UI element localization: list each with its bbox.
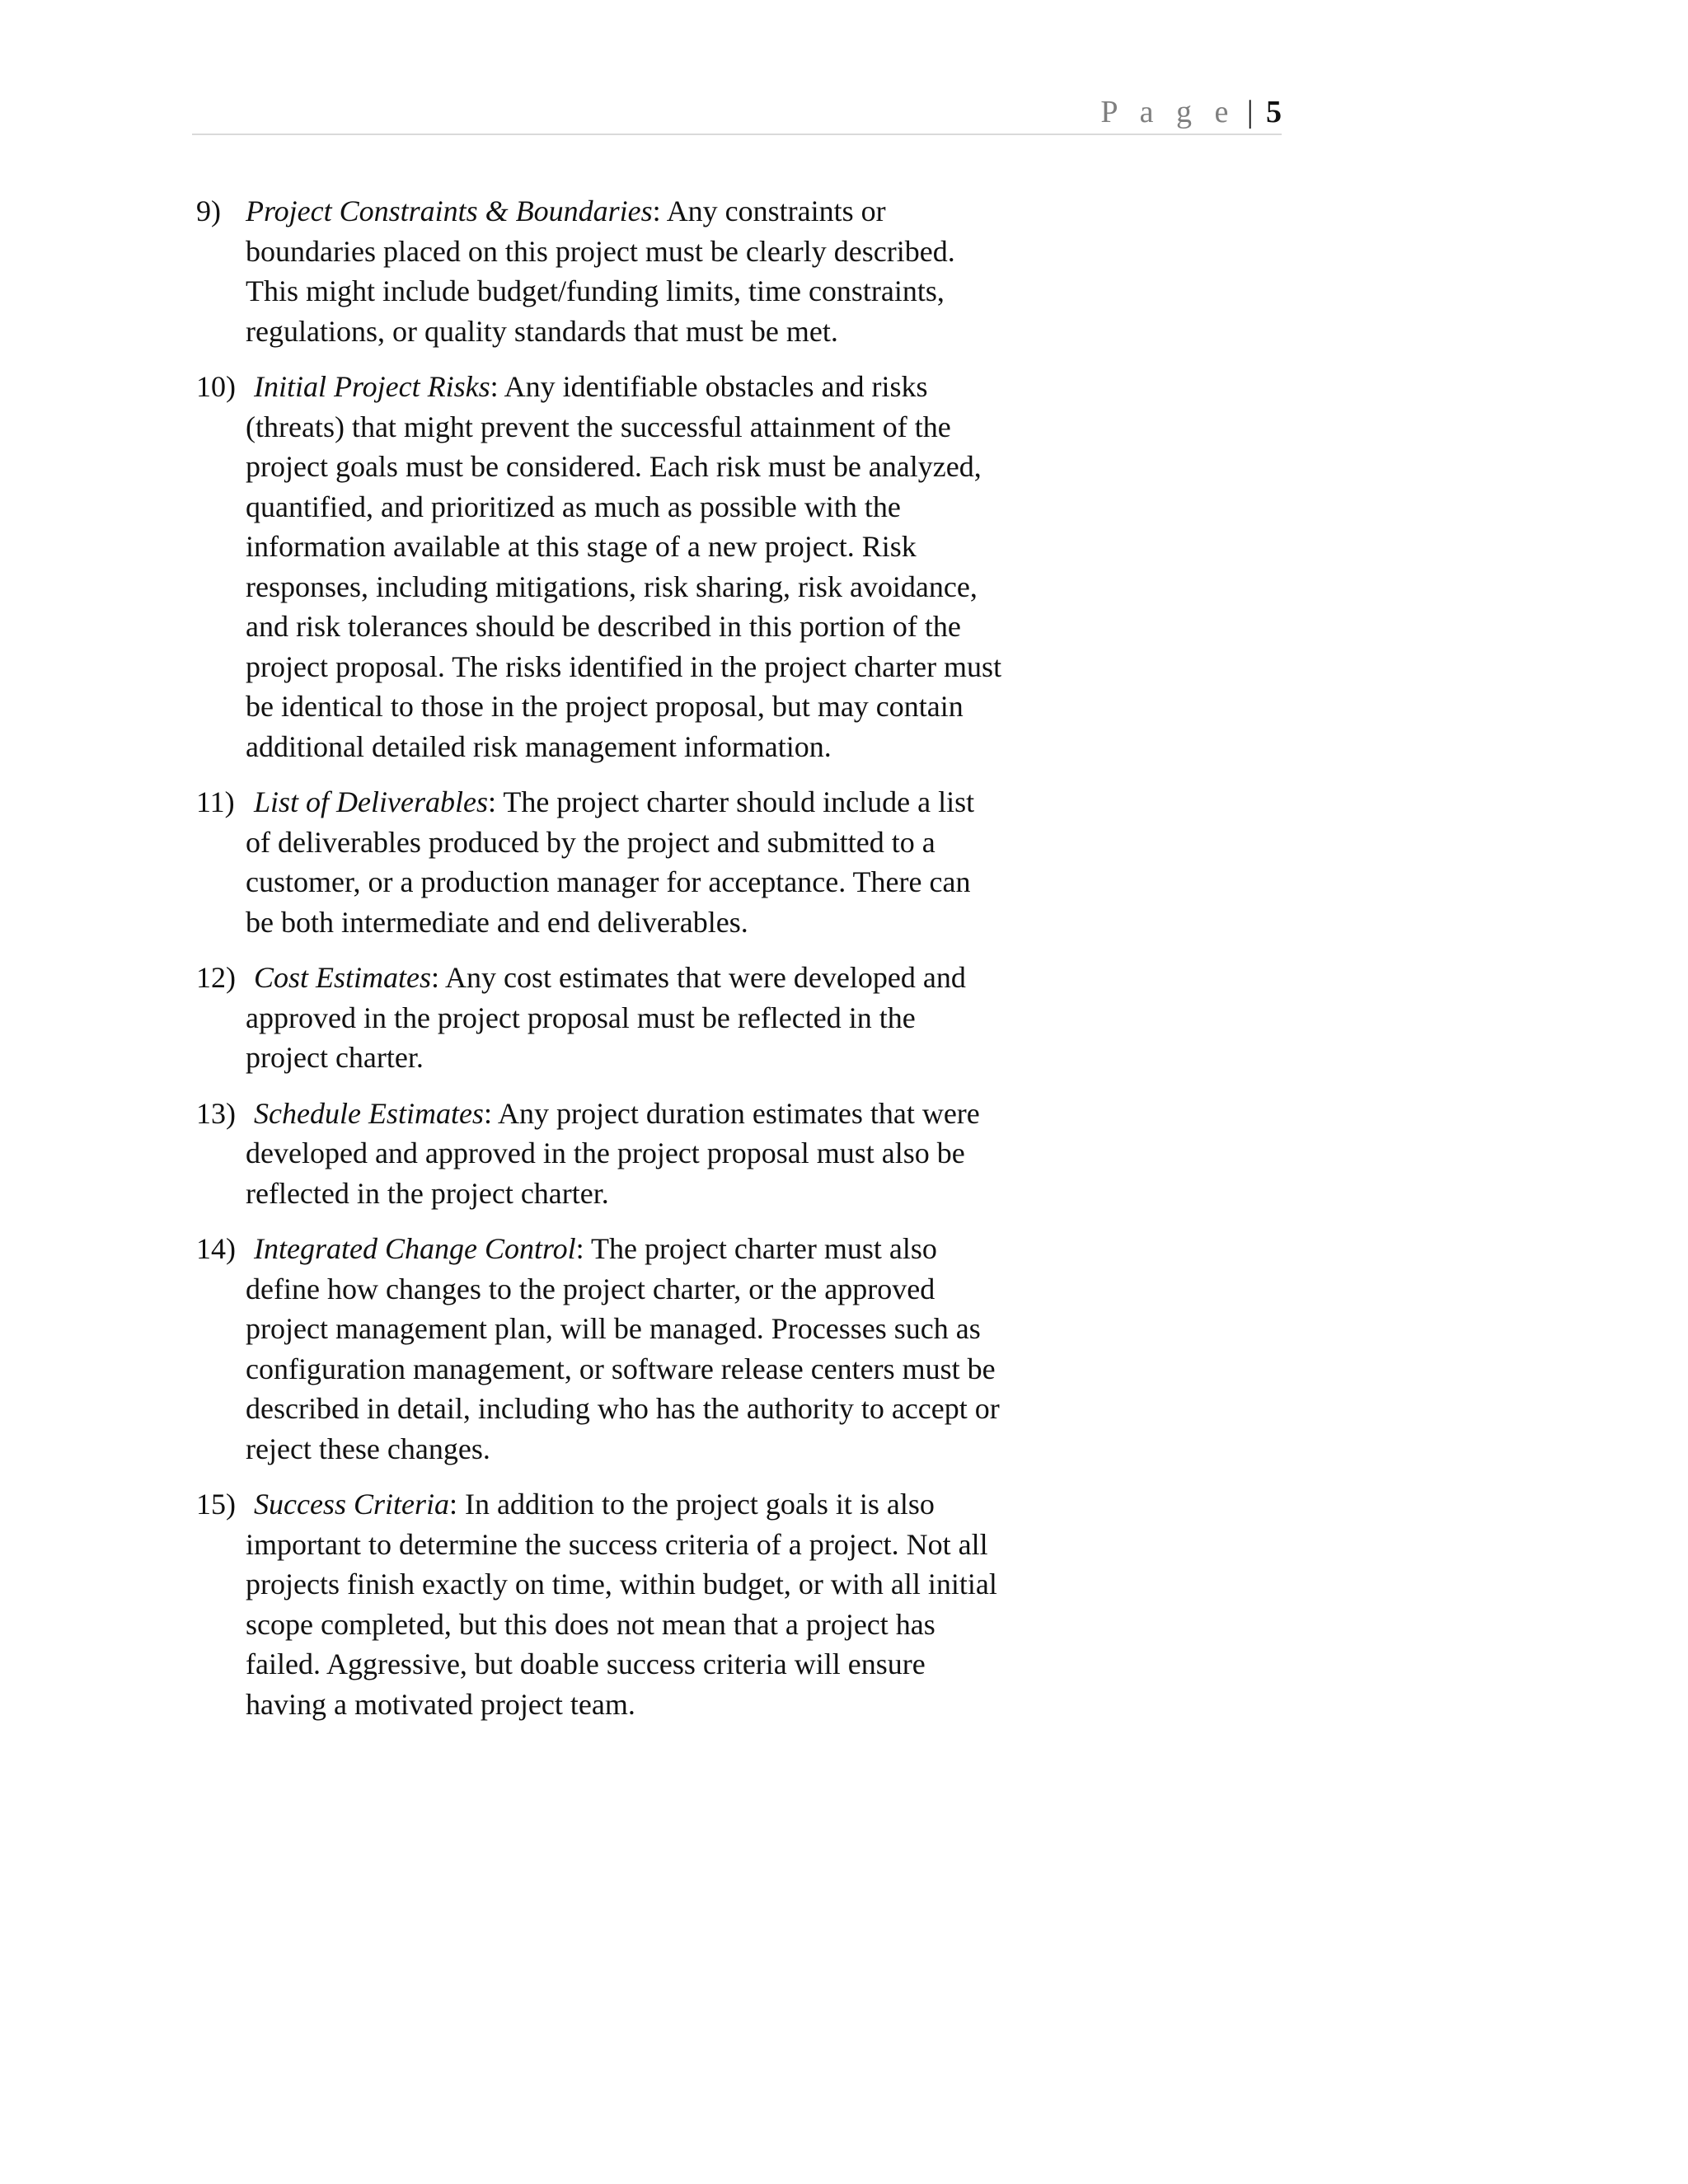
item-number: 9) — [196, 194, 221, 227]
list-item — [196, 1484, 1004, 1724]
item-number: 12) — [196, 961, 236, 994]
item-text: : Any identifiable obstacles and risks (threats) that might prevent the successful attainment of the project goals must be considered. Each risk must be analyzed, quantified, and prioritized as much as possible with the information available at this stage of a new project. Risk responses, including mitigations, risk sharing, risk avoidance, and risk tolerances should be described in this portion of the project proposal. The risks identified in the project charter must be identical to those in the project proposal, but may contain additional detailed risk management information. — [246, 370, 1002, 763]
list-item — [196, 782, 1004, 942]
item-text: : The project charter should include a list of deliverables produced by the project and submitted to a customer, or a production manager for acceptance. There can be both intermediate and end deliverables. — [246, 785, 975, 939]
item-body — [246, 367, 1004, 766]
item-body — [246, 1094, 1004, 1214]
item-title: Success Criteria — [254, 1488, 449, 1521]
page-separator: | — [1246, 95, 1254, 129]
list-item — [196, 1229, 1004, 1469]
page-number: 5 — [1266, 95, 1282, 129]
item-title: List of Deliverables — [254, 785, 488, 818]
item-number: 10) — [196, 370, 236, 403]
page-word: P a g e — [1100, 95, 1236, 129]
item-body — [246, 782, 1004, 942]
page-header — [192, 92, 1282, 135]
item-number: 14) — [196, 1232, 236, 1265]
item-body — [246, 191, 1004, 351]
item-body — [246, 1484, 1004, 1724]
list-item — [196, 191, 1004, 351]
item-text: : The project charter must also define how changes to the project charter, or the approved project management plan, will be managed. Processes such as configuration management, or software release centers must be described in detail, including who has the authority to accept or reject these changes. — [246, 1232, 1000, 1465]
item-title: Cost Estimates — [254, 961, 432, 994]
item-text: : In addition to the project goals it is also important to determine the success criteria of a project. Not all projects finish exactly on time, within budget, or with all initial scope completed, but this does not mean that a project has failed. Aggressive, but doable success criteria will ensure having a motivated project team. — [246, 1488, 997, 1721]
item-body — [246, 1229, 1004, 1469]
item-title: Schedule Estimates — [254, 1096, 484, 1130]
item-number: 13) — [196, 1096, 236, 1130]
item-text: : Any cost estimates that were developed and approved in the project proposal must be reflected in the project charter. — [246, 961, 966, 1074]
item-number: 11) — [196, 785, 235, 818]
page-number-label — [1100, 96, 1282, 129]
item-text: : Any constraints or boundaries placed on this project must be clearly described. This might include budget/funding limits, time constraints, regulations, or quality standards that must be met. — [246, 194, 955, 348]
item-title: Initial Project Risks — [254, 370, 490, 403]
item-text: : Any project duration estimates that were developed and approved in the project proposal must also be reflected in the project charter. — [246, 1096, 980, 1210]
list-item — [196, 367, 1004, 766]
numbered-list — [196, 191, 1004, 1740]
item-title: Integrated Change Control — [254, 1232, 576, 1265]
item-title: Project Constraints & Boundaries — [246, 194, 653, 227]
list-item — [196, 1094, 1004, 1214]
item-number: 15) — [196, 1488, 236, 1521]
list-item — [196, 958, 1004, 1078]
item-body — [246, 958, 1004, 1078]
